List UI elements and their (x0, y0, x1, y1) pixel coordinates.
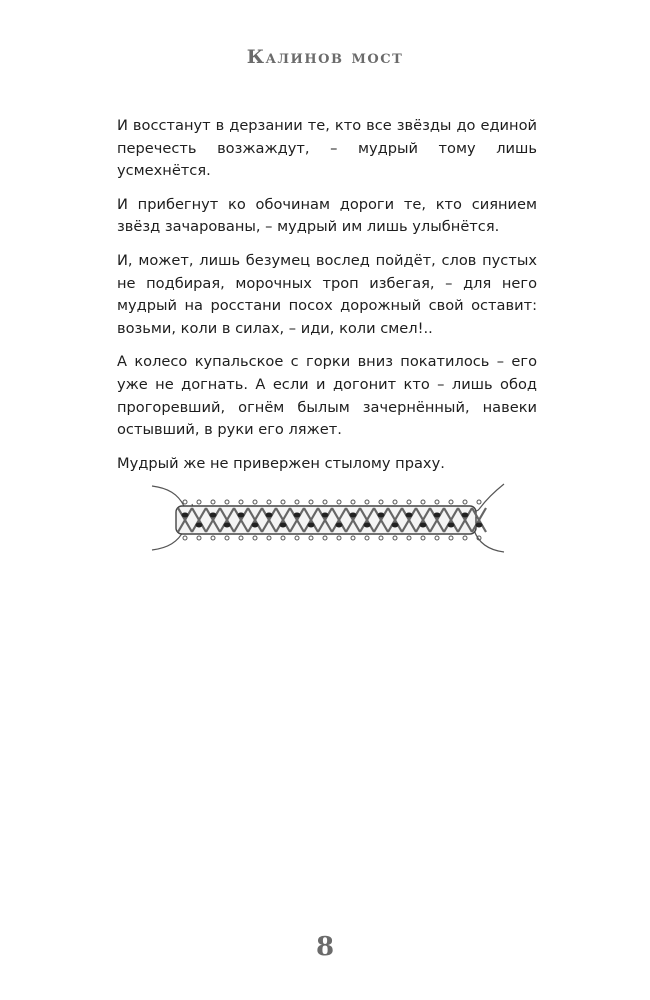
paragraph: И восстанут в дерзании те, кто все звёзды до единой перечесть возжаждут, – мудрый тому лишь усмехнётся. (117, 117, 537, 180)
ornament-loop (239, 536, 243, 540)
ornament-loop (421, 536, 425, 540)
paragraph: И прибегнут ко обочинам дороги те, кто сиянием звёзд зачарованы, – мудрый им лишь улыбнётся. (117, 195, 537, 236)
ornament-loop (435, 500, 439, 504)
ornament-loop (337, 536, 341, 540)
ornament-dot (252, 523, 259, 528)
ornament-loop (351, 500, 355, 504)
ornament-loop (295, 500, 299, 504)
ornament-dot (448, 523, 455, 528)
ornament-dot (462, 513, 469, 518)
ornament-dot (378, 513, 385, 518)
ornament-dot (350, 513, 357, 518)
ornament-dot (476, 523, 483, 528)
ornament-loop (267, 500, 271, 504)
ornament-dot (420, 523, 427, 528)
ornament-loop (351, 536, 355, 540)
page-number: 8 (315, 932, 335, 962)
ornament-loop (379, 500, 383, 504)
ornament-loop (463, 500, 467, 504)
ornament-dot (406, 513, 413, 518)
body-text (117, 115, 537, 486)
ornament-loop (407, 500, 411, 504)
ornament-loop (449, 500, 453, 504)
ornament-loop (365, 536, 369, 540)
ornament-loop (449, 536, 453, 540)
paragraph: А колесо купальское с горки вниз покатилось – его уже не догнать. А если и догонит кто – лишь обод прогоревший, огнём былым зачернённый, навеки остывший, в руки его ляжет. (117, 353, 537, 439)
ornament-dot (210, 513, 217, 518)
paragraph: И, может, лишь безумец вослед пойдёт, слов пустых не подбирая, морочных троп избегая, – для него мудрый на росстани посох дорожный свой оставит: возьми, коли в силах, – иди, коли смел!.. (117, 251, 537, 337)
ornament-loop (393, 500, 397, 504)
ornament-loop (281, 536, 285, 540)
ornament-loop (477, 500, 481, 504)
ornament-loop (323, 500, 327, 504)
ornament-loop (183, 536, 187, 540)
ornament-loop (421, 500, 425, 504)
ornament-dot (392, 523, 399, 528)
ornament-loop (323, 536, 327, 540)
ornament-loop (267, 536, 271, 540)
ornament-dot (294, 513, 301, 518)
ornament-loop (281, 500, 285, 504)
ornament-loop (309, 536, 313, 540)
ornament-loop (407, 536, 411, 540)
ornament-loop (253, 536, 257, 540)
ornament-dot (266, 513, 273, 518)
ornament-loop (295, 536, 299, 540)
ornament-loop (225, 500, 229, 504)
ornament-loop (435, 536, 439, 540)
ornament-dot (364, 523, 371, 528)
ornament-dot (308, 523, 315, 528)
ornament-loop (365, 500, 369, 504)
ornament-dot (196, 523, 203, 528)
ornament-loop (309, 500, 313, 504)
ornament-dot (322, 513, 329, 518)
ornament-loop (337, 500, 341, 504)
ornament-loop (197, 500, 201, 504)
ornament-dot (280, 523, 287, 528)
ornament-loop (183, 500, 187, 504)
ornament-loop (393, 536, 397, 540)
ornament-loop (211, 500, 215, 504)
ornament-dot (336, 523, 343, 528)
ornament-loop (253, 500, 257, 504)
paragraph: Мудрый же не привержен стылому праху. (117, 454, 445, 472)
running-header: Калинов мост (246, 46, 404, 68)
ornament-loop (197, 536, 201, 540)
ornament-dot (224, 523, 231, 528)
ornament-loop (211, 536, 215, 540)
ornament-loop (379, 536, 383, 540)
ornament-dot (238, 513, 245, 518)
ornament-loop (239, 500, 243, 504)
ornament-loop (225, 536, 229, 540)
ornament-dot (182, 513, 189, 518)
ornament-dot (434, 513, 441, 518)
ornament-divider-icon (148, 478, 508, 558)
ornament-loop (463, 536, 467, 540)
